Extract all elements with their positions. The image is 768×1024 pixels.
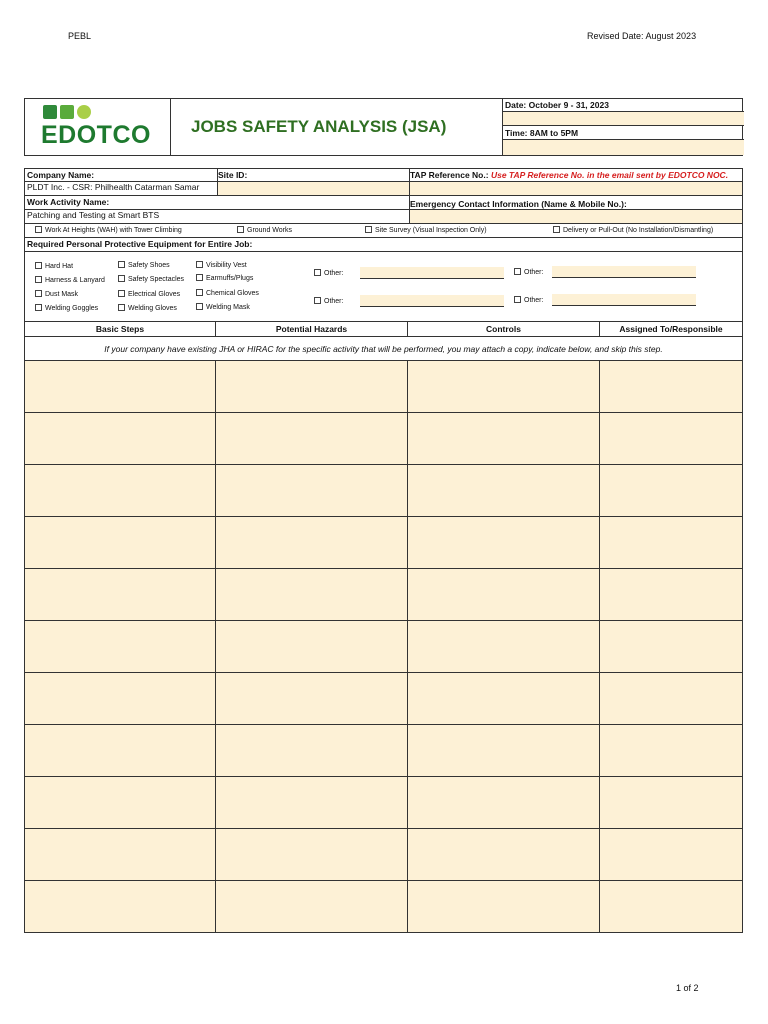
responsible-cell[interactable] — [600, 777, 742, 829]
basic-step-cell[interactable] — [25, 673, 216, 725]
hazard-cell[interactable] — [216, 621, 408, 673]
checkbox-icon[interactable] — [365, 226, 372, 233]
control-cell[interactable] — [408, 725, 600, 777]
time-field[interactable]: Time: 8AM to 5PM — [503, 126, 744, 140]
basic-step-cell[interactable] — [25, 725, 216, 777]
ppe-other-4[interactable]: Other: — [514, 296, 543, 304]
ppe-other-4-field[interactable] — [552, 294, 696, 306]
hazard-cell[interactable] — [216, 777, 408, 829]
hazard-cell[interactable] — [216, 725, 408, 777]
checkbox-icon[interactable] — [118, 290, 125, 297]
checkbox-icon[interactable] — [118, 304, 125, 311]
hazard-cell[interactable] — [216, 517, 408, 569]
date-field[interactable]: Date: October 9 - 31, 2023 — [503, 99, 744, 112]
responsible-cell[interactable] — [600, 361, 742, 413]
logo-cell — [25, 99, 171, 155]
checkbox-icon[interactable] — [35, 304, 42, 311]
control-cell[interactable] — [408, 621, 600, 673]
work-type-wah[interactable]: Work At Heights (WAH) with Tower Climbing — [35, 226, 182, 234]
control-cell[interactable] — [408, 517, 600, 569]
checkbox-icon[interactable] — [196, 303, 203, 310]
hazard-cell[interactable] — [216, 465, 408, 517]
company-name-value[interactable]: PLDT Inc. - CSR: Philhealth Catarman Samar — [27, 182, 200, 192]
job-info-table — [24, 168, 743, 322]
ppe-welding-mask[interactable]: Welding Mask — [196, 303, 250, 311]
basic-step-cell[interactable] — [25, 829, 216, 881]
basic-step-cell[interactable] — [25, 777, 216, 829]
checkbox-icon[interactable] — [35, 226, 42, 233]
checkbox-icon[interactable] — [314, 297, 321, 304]
basic-step-cell[interactable] — [25, 569, 216, 621]
responsible-cell[interactable] — [600, 673, 742, 725]
responsible-cell[interactable] — [600, 881, 742, 932]
responsible-cell[interactable] — [600, 569, 742, 621]
column-controls: Controls — [408, 322, 600, 336]
date-time-block — [502, 99, 743, 155]
basic-step-cell[interactable] — [25, 413, 216, 465]
checkbox-icon[interactable] — [196, 289, 203, 296]
date-extra-field[interactable] — [503, 112, 744, 126]
ppe-safety-spectacles[interactable]: Safety Spectacles — [118, 275, 184, 283]
company-name-label: Company Name: — [27, 170, 95, 180]
ppe-chemical-gloves[interactable]: Chemical Gloves — [196, 289, 259, 297]
basic-step-cell[interactable] — [25, 881, 216, 932]
revised-date: Revised Date: August 2023 — [587, 31, 697, 41]
hazard-cell[interactable] — [216, 673, 408, 725]
column-potential-hazards: Potential Hazards — [216, 322, 408, 336]
checkbox-icon[interactable] — [514, 268, 521, 275]
control-cell[interactable] — [408, 569, 600, 621]
basic-step-cell[interactable] — [25, 517, 216, 569]
tap-reference-field[interactable] — [410, 182, 742, 195]
control-cell[interactable] — [408, 361, 600, 413]
control-cell[interactable] — [408, 777, 600, 829]
jsa-steps-table — [24, 322, 743, 933]
basic-step-cell[interactable] — [25, 621, 216, 673]
basic-step-cell[interactable] — [25, 361, 216, 413]
logo-text: EDOTCO — [41, 121, 151, 149]
control-cell[interactable] — [408, 673, 600, 725]
ppe-welding-gloves[interactable]: Welding Gloves — [118, 304, 177, 312]
checkbox-icon[interactable] — [196, 274, 203, 281]
work-type-delivery[interactable]: Delivery or Pull-Out (No Installation/Dismantling) — [553, 226, 713, 234]
work-type-ground[interactable]: Ground Works — [237, 226, 292, 234]
hazard-cell[interactable] — [216, 829, 408, 881]
page-number: 1 of 2 — [676, 983, 699, 993]
responsible-cell[interactable] — [600, 465, 742, 517]
hazard-cell[interactable] — [216, 413, 408, 465]
responsible-cell[interactable] — [600, 413, 742, 465]
work-type-survey[interactable]: Site Survey (Visual Inspection Only) — [365, 226, 487, 234]
basic-step-cell[interactable] — [25, 465, 216, 517]
ppe-other-3-field[interactable] — [552, 266, 696, 278]
control-cell[interactable] — [408, 413, 600, 465]
hazard-cell[interactable] — [216, 881, 408, 932]
ppe-label: Required Personal Protective Equipment for Entire Job: — [27, 239, 253, 249]
page-title: JOBS SAFETY ANALYSIS (JSA) — [191, 117, 447, 136]
responsible-cell[interactable] — [600, 725, 742, 777]
jha-note: If your company have existing JHA or HIRAC for the specific activity that will be performed, you may attach a copy, indicate below, and skip this step. — [104, 344, 663, 354]
steps-grid — [25, 361, 742, 932]
edotco-logo-icon — [43, 105, 103, 119]
checkbox-icon[interactable] — [35, 262, 42, 269]
checkbox-icon[interactable] — [35, 276, 42, 283]
ppe-electrical-gloves[interactable]: Electrical Gloves — [118, 290, 180, 298]
ppe-earmuffs[interactable]: Earmuffs/Plugs — [196, 274, 253, 282]
control-cell[interactable] — [408, 881, 600, 932]
work-activity-label: Work Activity Name: — [27, 197, 110, 207]
header-left-code: PEBL — [68, 31, 92, 41]
checkbox-icon[interactable] — [196, 261, 203, 268]
control-cell[interactable] — [408, 465, 600, 517]
checkbox-icon[interactable] — [514, 296, 521, 303]
checkbox-icon[interactable] — [314, 269, 321, 276]
ppe-other-1[interactable]: Other: — [314, 269, 343, 277]
emergency-contact-label: Emergency Contact Information (Name & Mobile No.): — [410, 199, 627, 209]
checkbox-icon[interactable] — [553, 226, 560, 233]
column-basic-steps: Basic Steps — [25, 322, 216, 336]
site-id-field[interactable] — [218, 182, 409, 195]
ppe-visibility-vest[interactable]: Visibility Vest — [196, 261, 247, 269]
responsible-cell[interactable] — [600, 517, 742, 569]
checkbox-icon[interactable] — [237, 226, 244, 233]
ppe-other-3[interactable]: Other: — [514, 268, 543, 276]
tap-reference — [410, 170, 728, 180]
time-extra-field[interactable] — [503, 140, 744, 155]
column-assigned-to: Assigned To/Responsible — [619, 324, 723, 334]
ppe-hard-hat[interactable]: Hard Hat — [35, 262, 73, 270]
responsible-cell[interactable] — [600, 829, 742, 881]
ppe-welding-goggles[interactable]: Welding Goggles — [35, 304, 98, 312]
ppe-other-2-field[interactable] — [360, 295, 504, 307]
ppe-safety-shoes[interactable]: Safety Shoes — [118, 261, 170, 269]
ppe-harness[interactable]: Harness & Lanyard — [35, 276, 105, 284]
control-cell[interactable] — [408, 829, 600, 881]
checkbox-icon[interactable] — [118, 275, 125, 282]
tap-reference-note: Use TAP Reference No. in the email sent by EDOTCO NOC. — [490, 170, 729, 180]
hazard-cell[interactable] — [216, 361, 408, 413]
ppe-other-1-field[interactable] — [360, 267, 504, 279]
hazard-cell[interactable] — [216, 569, 408, 621]
title-block — [24, 98, 743, 156]
ppe-dust-mask[interactable]: Dust Mask — [35, 290, 78, 298]
work-activity-value[interactable]: Patching and Testing at Smart BTS — [27, 210, 160, 220]
responsible-cell[interactable] — [600, 621, 742, 673]
site-id-label: Site ID: — [218, 170, 248, 180]
checkbox-icon[interactable] — [118, 261, 125, 268]
checkbox-icon[interactable] — [35, 290, 42, 297]
emergency-contact-field[interactable] — [410, 210, 742, 223]
tap-reference-label: TAP Reference No.: — [410, 170, 489, 180]
ppe-other-2[interactable]: Other: — [314, 297, 343, 305]
